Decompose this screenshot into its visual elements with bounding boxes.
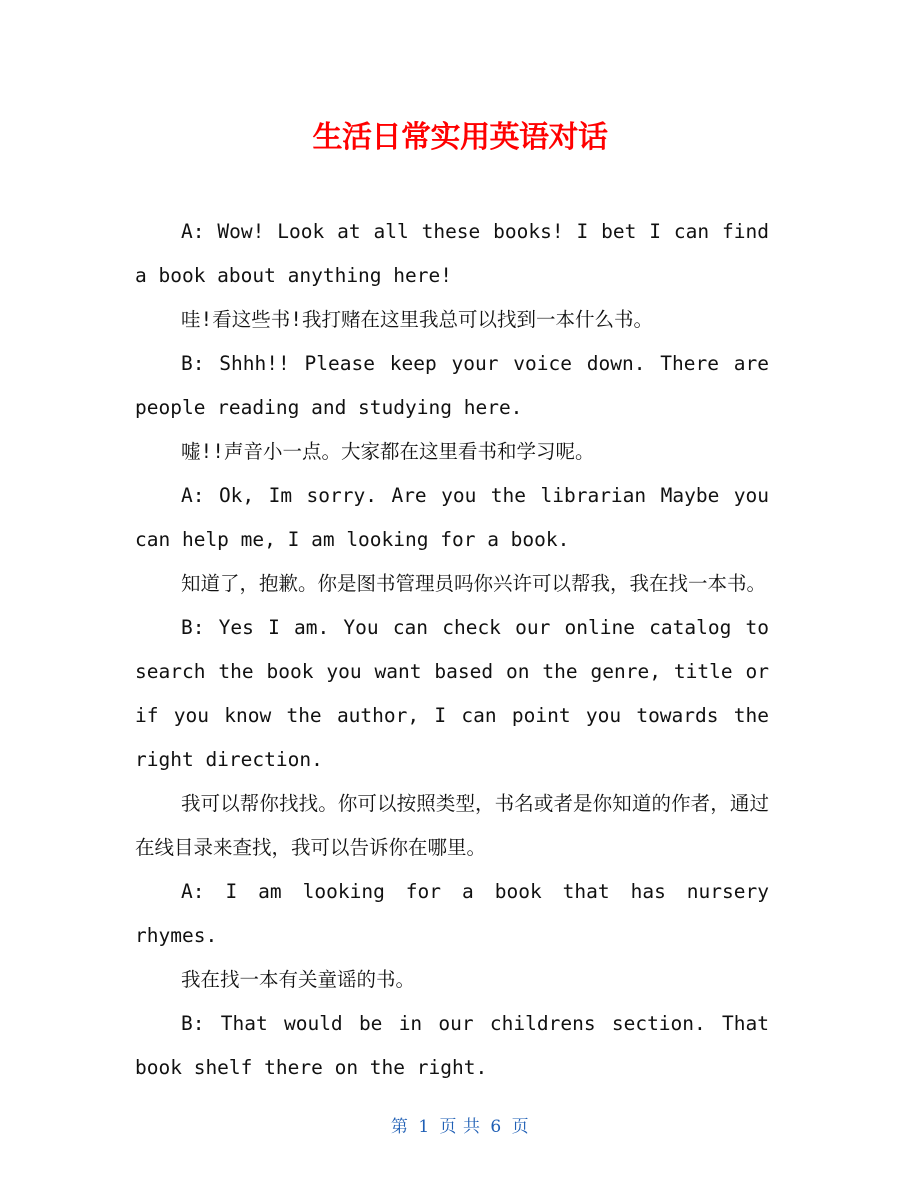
- document-body: [135, 210, 769, 1090]
- total-pages-number: 6: [490, 1117, 502, 1137]
- page-footer: [0, 1112, 920, 1137]
- paragraph: 我在找一本有关童谣的书。: [181, 968, 416, 991]
- paragraph: 嘘!!声音小一点。大家都在这里看书和学习呢。: [181, 440, 595, 463]
- paragraph: A: Ok, Im sorry. Are you the librarian Maybe you can help me, I am looking for a book.: [135, 484, 769, 551]
- paragraph: 知道了，抱歉。你是图书管理员吗你兴许可以帮我，我在找一本书。: [181, 572, 767, 595]
- footer-middle: 页 共: [439, 1117, 481, 1137]
- footer-suffix: 页: [511, 1117, 530, 1137]
- paragraph: 哇!看这些书!我打赌在这里我总可以找到一本什么书。: [181, 308, 653, 331]
- document-title: 生活日常实用英语对话: [312, 120, 608, 155]
- paragraph: B: Shhh!! Please keep your voice down. There are people reading and studying here.: [135, 352, 769, 419]
- paragraph: A: I am looking for a book that has nursery rhymes.: [135, 880, 769, 947]
- footer-prefix: 第: [390, 1117, 409, 1137]
- paragraph: B: That would be in our childrens section. That book shelf there on the right.: [135, 1012, 769, 1079]
- paragraph: A: Wow! Look at all these books! I bet I can find a book about anything here!: [135, 220, 769, 287]
- current-page-number: 1: [418, 1117, 430, 1137]
- paragraph: B: Yes I am. You can check our online catalog to search the book you want based on the genre, title or if you know the author, I can point you towards the right direction.: [135, 616, 769, 771]
- paragraph: 我可以帮你找找。你可以按照类型，书名或者是你知道的作者，通过在线目录来查找，我可以告诉你在哪里。: [135, 792, 769, 859]
